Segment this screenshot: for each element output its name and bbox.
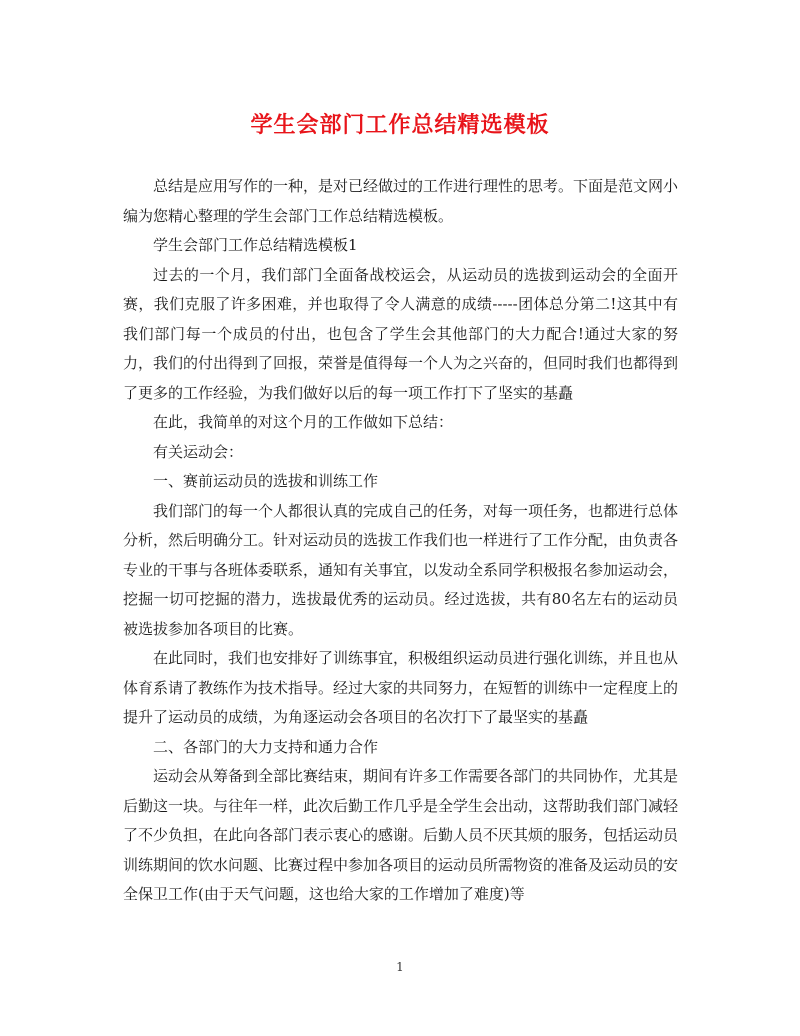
page-number: 1 [396, 960, 404, 974]
document-title: 学生会部门工作总结精选模板 [250, 112, 550, 138]
document-body [123, 172, 678, 910]
paragraph-training: 在此同时，我们也安排好了训练事宜，积极组织运动员进行强化训练，并且也从体育系请了教练作为技术指导。经过大家的共同努力，在短暂的训练中一定程度上的提升了运动员的成绩，为角逐运动会各项目的名次打下了最坚实的基矗 [123, 649, 679, 726]
paragraph-logistics: 运动会从筹备到全部比赛结束，期间有许多工作需要各部门的共同协作，尤其是后勤这一块。与往年一样，此次后勤工作几乎是全学生会出动，这帮助我们部门减轻了不少负担，在此向各部门表示衷心的感谢。后勤人员不厌其烦的服务，包括运动员训练期间的饮水问题、比赛过程中参加各项目的运动员所需物资的准备及运动员的安全保卫工作(由于天气问题，这也给大家的工作增加了难度)等 [123, 767, 679, 903]
paragraph-selection: 我们部门的每一个人都很认真的完成自己的任务，对每一项任务，也都进行总体分析，然后明确分工。针对运动员的选拔工作我们也一样进行了工作分配，由负责各专业的干事与各班体委联系，通知有关事宜，以发动全系同学积极报名参加运动会，挖掘一切可挖掘的潜力，选拔最优秀的运动员。经过选拔，共有80名左右的运动员被选拔参加各项目的比赛。 [123, 501, 679, 638]
paragraph-past-month: 过去的一个月，我们部门全面备战校运会，从运动员的选拔到运动会的全面开赛，我们克服了许多困难，并也取得了令人满意的成绩-----团体总分第二!这其中有我们部门每一个成员的付出，也包含了学生会其他部门的大力配合!通过大家的努力，我们的付出得到了回报，荣誉是值得每一个人为之兴奋的，但同时我们也都得到了更多的工作经验，为我们做好以后的每一项工作打下了坚实的基矗 [123, 265, 679, 402]
paragraph-sports-meet-heading: 有关运动会： [153, 442, 244, 461]
paragraph-intro: 总结是应用写作的一种，是对已经做过的工作进行理性的思考。下面是范文网小编为您精心整理的学生会部门工作总结精选模板。 [123, 177, 679, 225]
section-heading-1: 一、赛前运动员的选拔和训练工作 [153, 472, 379, 490]
section-heading-2: 二、各部门的大力支持和通力合作 [153, 737, 379, 756]
paragraph-summary-lead: 在此，我简单的对这个月的工作做如下总结： [153, 413, 454, 431]
paragraph-template-heading: 学生会部门工作总结精选模板1 [153, 236, 358, 254]
